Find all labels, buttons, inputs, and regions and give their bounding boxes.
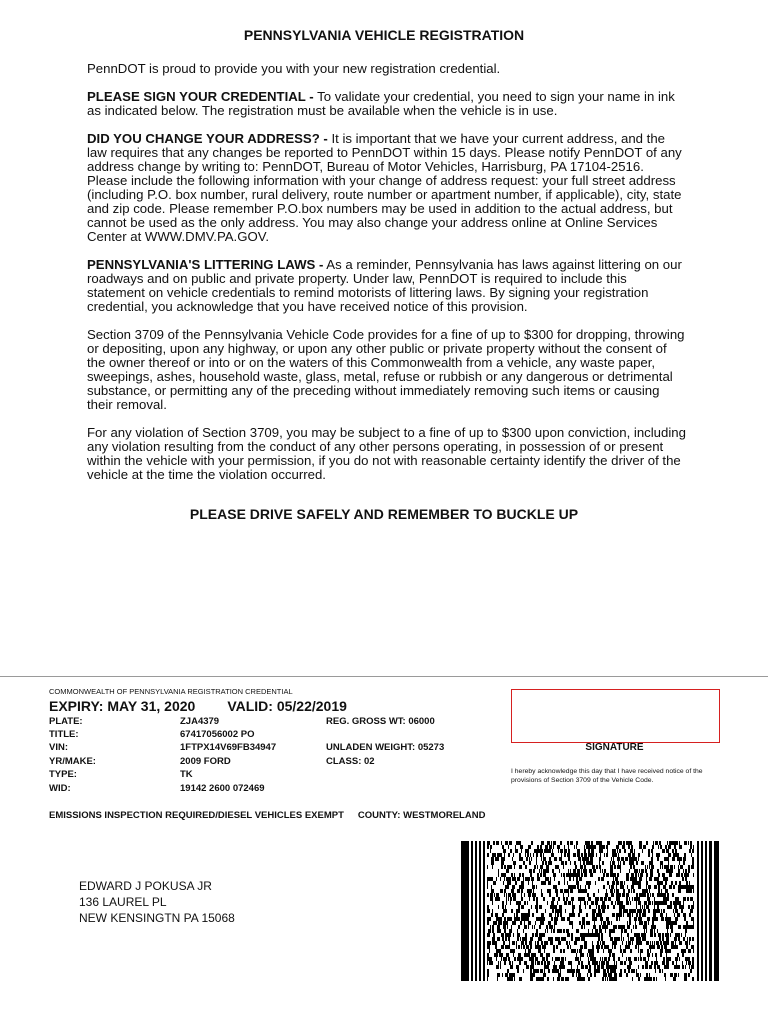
vehicle-class: CLASS: 02 <box>326 756 375 767</box>
pdf417-barcode <box>461 841 719 981</box>
valid-date: VALID: 05/22/2019 <box>227 698 347 714</box>
title-label: TITLE: <box>49 729 79 740</box>
plate-label: PLATE: <box>49 716 83 727</box>
signature-box[interactable] <box>511 689 720 743</box>
title-value: 67417056002 PO <box>180 729 255 740</box>
sign-paragraph <box>87 90 687 118</box>
littering-paragraph <box>87 258 687 314</box>
type-label: TYPE: <box>49 769 77 780</box>
gross-weight: REG. GROSS WT: 06000 <box>326 716 435 727</box>
emissions-line <box>49 810 485 821</box>
sign-heading: PLEASE SIGN YOUR CREDENTIAL - <box>87 89 314 104</box>
violation-paragraph: For any violation of Section 3709, you may be subject to a fine of up to $300 upon conviction, including any violation resulting from the conduct of any other persons operating, in possession of or present within the vehicle with your permission, if you do not with reasonable certainty identify the driver of the vehicle at the time the violation occurred. <box>87 425 686 482</box>
emissions-notice: EMISSIONS INSPECTION REQUIRED/DIESEL VEHICLES EXEMPT <box>49 810 344 821</box>
address-heading: DID YOU CHANGE YOUR ADDRESS? - <box>87 131 328 146</box>
wid-label: WID: <box>49 783 71 794</box>
address-paragraph <box>87 132 687 244</box>
owner-city: NEW KENSINGTN PA 15068 <box>79 911 235 925</box>
type-value: TK <box>180 769 193 780</box>
vin-label: VIN: <box>49 742 68 753</box>
intro-paragraph: PennDOT is proud to provide you with your new registration credential. <box>87 61 501 76</box>
tear-line-divider <box>0 676 768 677</box>
section-3709-paragraph: Section 3709 of the Pennsylvania Vehicle Code provides for a fine of up to $300 for dropping, throwing or depositing, upon any highway, or upon any other public or private property without the consent of the owner thereof or into or on the waters of this Commonwealth from a vehicle, any waste paper, sweepings, ashes, household waste, glass, metal, refuse or rubbish or any dangerous or detrimental substance, or permitting any of the preceding without immediately removing such items or causing their removal. <box>87 327 685 412</box>
signature-label: SIGNATURE <box>585 742 644 753</box>
vin-value: 1FTPX14V69FB34947 <box>180 742 277 753</box>
owner-street: 136 LAUREL PL <box>79 895 167 909</box>
county: COUNTY: WESTMORELAND <box>357 810 486 821</box>
address-body: It is important that we have your current address, and the law requires that any changes be reported to PennDOT within 15 days. Please notify PennDOT of any address change by writing to: PennDOT, Bureau of Motor Vehicles, Harrisburg, PA 17104-2516. Please include the following information with your change of address request: your full street address (including P.O. box number, rural delivery, route number or apartment number, if applicable), city, state and zip code. Please remember P.O.box numbers may be used in addition to the actual address, but cannot be used as the only address. You may also change your address online at Online Services Center at WWW.DMV.PA.GOV. <box>87 131 682 244</box>
closing-message: PLEASE DRIVE SAFELY AND REMEMBER TO BUCKLE UP <box>189 506 579 522</box>
yrmake-label: YR/MAKE: <box>49 756 96 767</box>
plate-value: ZJA4379 <box>180 716 220 727</box>
littering-body: As a reminder, Pennsylvania has laws against littering on our roadways and on public and private property. Under law, PennDOT is required to include this statement on vehicle credentials to remind motorists of littering laws. By signing your registration credential, you acknowledge that you have received notice of this provision. <box>87 257 682 314</box>
letter-body <box>87 62 687 496</box>
littering-heading: PENNSYLVANIA'S LITTERING LAWS - <box>87 257 324 272</box>
page-title: PENNSYLVANIA VEHICLE REGISTRATION <box>243 27 525 43</box>
credential-header: COMMONWEALTH OF PENNSYLVANIA REGISTRATION CREDENTIAL <box>49 687 293 696</box>
owner-name: EDWARD J POKUSA JR <box>79 879 212 893</box>
wid-value: 19142 2600 072469 <box>180 783 265 794</box>
owner-address <box>79 878 235 926</box>
yrmake-value: 2009 FORD <box>180 756 231 767</box>
expiry-date: EXPIRY: MAY 31, 2020 <box>49 698 196 714</box>
sign-body: To validate your credential, you need to sign your name in ink as indicated below. The registration must be available when the vehicle is in use. <box>87 89 675 118</box>
unladen-weight: UNLADEN WEIGHT: 05273 <box>326 742 445 753</box>
acknowledgement-text: I hereby acknowledge this day that I have received notice of the provisions of Section 3709 of the Vehicle Code. <box>511 768 703 784</box>
expiry-line <box>49 698 347 714</box>
